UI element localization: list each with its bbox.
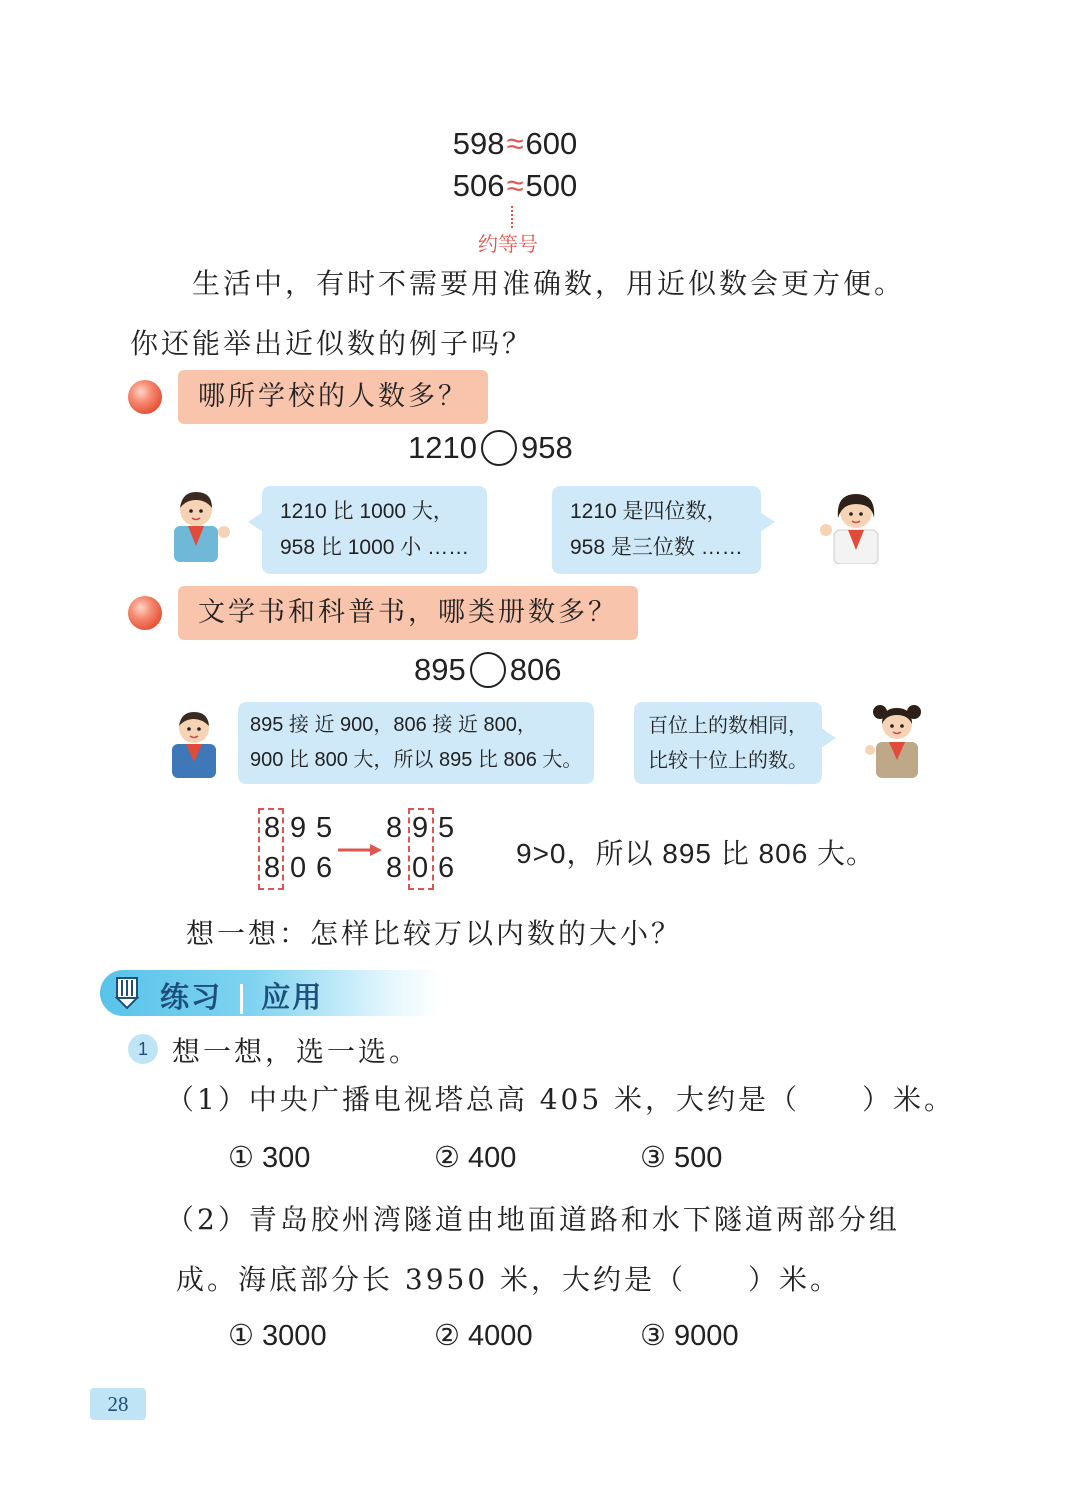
arrow-right-icon: [338, 842, 384, 858]
digit: 8: [264, 812, 281, 844]
intro-question: 你还能举出近似数的例子吗？: [130, 327, 534, 360]
approx-number: 500: [525, 168, 578, 203]
bullet-ball-icon: [128, 380, 162, 414]
think-prompt: 想一想：怎样比较万以内数的大小？: [186, 917, 683, 950]
page-number: 28: [90, 1388, 146, 1420]
approx-symbol: ≈: [506, 126, 524, 161]
digit: 5: [438, 812, 455, 844]
question-1-part-1: （1）中央广播电视塔总高 405 米，大约是（ ）米。: [166, 1083, 956, 1116]
girl-character-icon: [864, 700, 926, 778]
speech-bubble-girl-1: [552, 486, 761, 574]
compare-left: 895: [414, 652, 466, 687]
question-1-part-2-line-1: （2）青岛胶州湾隧道由地面道路和水下隧道两部分组: [166, 1203, 900, 1236]
compare-left: 1210: [408, 430, 477, 465]
digit: 6: [438, 852, 455, 884]
approx-number: 600: [525, 126, 578, 161]
speech-bubble-boy-1: [262, 486, 487, 574]
option-1[interactable]: ① 3000: [228, 1320, 327, 1352]
example1-question: 哪所学校的人数多？: [178, 370, 488, 424]
question-1-part-2-line-2: 成。海底部分长 3950 米，大约是（ ）米。: [176, 1263, 842, 1296]
boy-character-icon: [164, 708, 230, 778]
bubble-tail: [821, 728, 836, 748]
bullet-ball-icon: [128, 596, 162, 630]
digit-compare-conclusion: 9>0，所以 895 比 806 大。: [516, 838, 876, 869]
approx-number: 598: [452, 126, 505, 161]
compare-right: 806: [509, 652, 562, 687]
digit: 0: [290, 852, 307, 884]
digit: 8: [264, 852, 281, 884]
speech-bubble-girl-2: [634, 702, 822, 784]
bubble-line: 比较十位上的数。: [648, 748, 808, 772]
pencil-icon: [114, 976, 140, 1010]
question-number-badge: 1: [128, 1034, 158, 1064]
digit: 5: [316, 812, 333, 844]
bubble-line: 958 比 1000 小 ……: [280, 536, 470, 559]
option-2[interactable]: ② 4000: [434, 1320, 533, 1352]
example1-comparison: [408, 430, 573, 466]
boy-character-icon: [166, 486, 236, 564]
compare-blank-circle[interactable]: [481, 430, 517, 466]
digit: 6: [316, 852, 333, 884]
approx-line-1: [380, 126, 650, 162]
bubble-line: 900 比 800 大，所以 895 比 806 大。: [250, 749, 583, 771]
compare-blank-circle[interactable]: [470, 652, 506, 688]
digit-compare-diagram: [256, 808, 466, 890]
approx-symbol-label: 约等号: [478, 232, 538, 256]
practice-title-b: 应用: [261, 980, 324, 1014]
digit: 9: [290, 812, 307, 844]
intro-sentence: 生活中，有时不需要用准确数，用近似数会更方便。: [192, 267, 906, 300]
practice-title: [160, 975, 323, 1016]
digit: 0: [412, 852, 429, 884]
option-2[interactable]: ② 400: [434, 1142, 517, 1174]
bubble-line: 958 是三位数 ……: [570, 536, 743, 559]
option-1[interactable]: ① 300: [228, 1142, 311, 1174]
practice-title-a: 练习: [160, 980, 223, 1014]
bubble-tail: [760, 512, 775, 532]
digit: 8: [386, 852, 403, 884]
approx-line-2: [380, 168, 650, 204]
bubble-line: 百位上的数相同，: [648, 713, 808, 737]
digit: 9: [412, 812, 429, 844]
bubble-line: 1210 是四位数，: [570, 500, 728, 523]
label-pointer-line: [511, 206, 515, 228]
question-1-title: 想一想，选一选。: [172, 1035, 421, 1068]
option-3[interactable]: ③ 500: [640, 1142, 723, 1174]
option-3[interactable]: ③ 9000: [640, 1320, 739, 1352]
bubble-line: 895 接 近 900，806 接 近 800，: [250, 714, 537, 736]
speech-bubble-boy-2: [238, 702, 594, 784]
bubble-line: 1210 比 1000 大，: [280, 500, 454, 523]
title-divider: [240, 984, 243, 1014]
compare-right: 958: [520, 430, 573, 465]
bubble-tail: [248, 512, 263, 532]
digit: 8: [386, 812, 403, 844]
approx-symbol: ≈: [506, 168, 524, 203]
approx-number: 506: [452, 168, 505, 203]
girl-character-icon: [818, 488, 888, 564]
example2-comparison: [414, 652, 561, 688]
example2-question: 文学书和科普书，哪类册数多？: [178, 586, 638, 640]
